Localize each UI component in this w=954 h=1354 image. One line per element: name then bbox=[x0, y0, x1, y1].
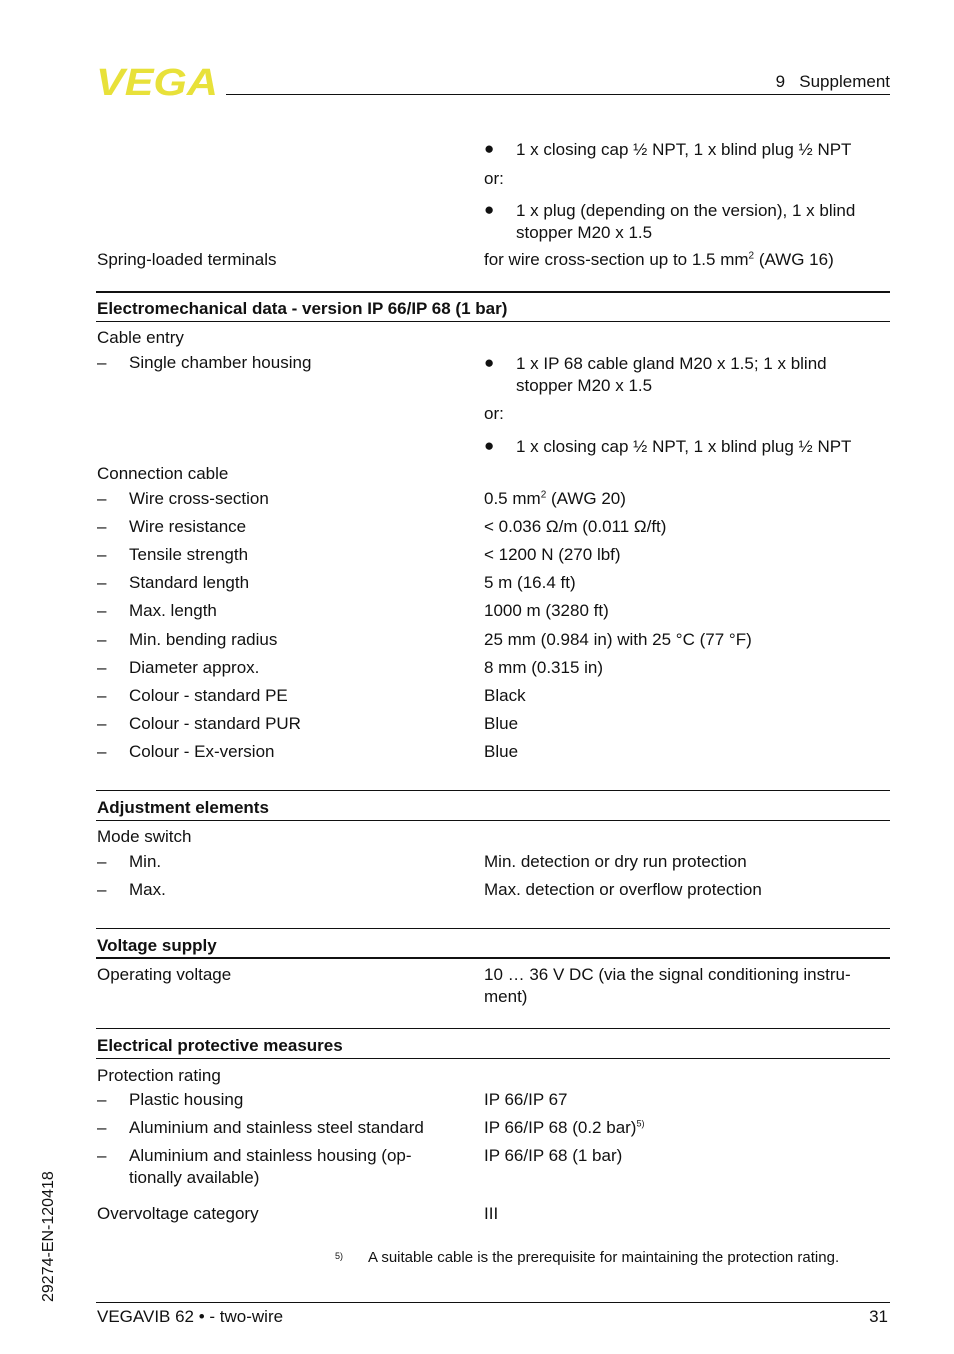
spec-label: Min. bbox=[129, 852, 162, 871]
single-chamber-label: Single chamber housing bbox=[129, 353, 312, 372]
spec-value: Blue bbox=[484, 742, 519, 761]
bullet-icon: ● bbox=[484, 200, 495, 219]
footnote-mark: 5) bbox=[335, 1251, 344, 1261]
adjustment-heading: Adjustment elements bbox=[97, 798, 269, 817]
spec-value: IP 66/IP 68 (0.2 bar)$^{5)}$ bbox=[484, 1118, 645, 1137]
spec-value: Max. detection or overflow protection bbox=[484, 880, 762, 899]
spec-value: 0.5 $mm^2$ (AWG 20) bbox=[484, 489, 626, 508]
section-rule bbox=[96, 291, 890, 293]
footnote-ref: 5) bbox=[636, 1118, 645, 1129]
section-rule bbox=[96, 790, 890, 791]
electromech-heading: Electromechanical data - version IP 66/IP 68 (1 bar) bbox=[97, 299, 508, 318]
section-rule bbox=[96, 321, 890, 322]
bullet-icon: ● bbox=[484, 353, 495, 372]
dash-icon: – bbox=[97, 353, 107, 372]
overvoltage-value: III bbox=[484, 1204, 499, 1223]
section-rule bbox=[96, 820, 890, 821]
document-code: 29274-EN-120418 bbox=[40, 1171, 57, 1302]
dash-icon: – bbox=[97, 852, 107, 871]
section-rule bbox=[96, 928, 890, 929]
spec-label: Max. bbox=[129, 880, 166, 899]
dash-icon: – bbox=[97, 630, 107, 649]
spec-label: Tensile strength bbox=[129, 545, 249, 564]
spring-terminals-label: Spring-loaded terminals bbox=[97, 250, 277, 269]
dash-icon: – bbox=[97, 573, 107, 592]
footnote-text: A suitable cable is the prerequisite for maintaining the protection rating. bbox=[368, 1249, 840, 1266]
bullet-text-line2: stopper M20 x 1.5 bbox=[516, 223, 653, 242]
section-rule bbox=[96, 1028, 890, 1029]
spec-label-line1: Aluminium and stainless housing (op- bbox=[129, 1146, 412, 1165]
bullet-text: 1 x closing cap ½ NPT, 1 x blind plug ½ NPT bbox=[516, 437, 852, 456]
spec-value: < 1200 N (270 lbf) bbox=[484, 545, 621, 564]
bullet-text-line1: 1 x IP 68 cable gland M20 x 1.5; 1 x blind bbox=[516, 354, 827, 373]
spec-label: Diameter approx. bbox=[129, 658, 260, 677]
footer-product: VEGAVIB 62 • - two-wire bbox=[97, 1307, 284, 1326]
bullet-icon: ● bbox=[484, 139, 495, 158]
spec-label: Plastic housing bbox=[129, 1090, 244, 1109]
connection-cable-label: Connection cable bbox=[97, 464, 229, 483]
spec-label: Aluminium and stainless steel standard bbox=[129, 1118, 424, 1137]
cable-entry-label: Cable entry bbox=[97, 328, 184, 347]
operating-voltage-label: Operating voltage bbox=[97, 965, 232, 984]
bullet-text-line2: stopper M20 x 1.5 bbox=[516, 376, 653, 395]
spec-label-line2: tionally available) bbox=[129, 1168, 260, 1187]
spec-label: Wire cross-section bbox=[129, 489, 269, 508]
dash-icon: – bbox=[97, 658, 107, 677]
dash-icon: – bbox=[97, 601, 107, 620]
section-rule bbox=[96, 1058, 890, 1059]
spec-value: IP 66/IP 67 bbox=[484, 1090, 568, 1109]
mode-switch-label: Mode switch bbox=[97, 827, 192, 846]
spec-label: Min. bending radius bbox=[129, 630, 278, 649]
section-title: 9 Supplement bbox=[775, 72, 890, 91]
footer-rule bbox=[96, 1302, 890, 1303]
spec-label: Colour - standard PUR bbox=[129, 714, 301, 733]
spec-value: < 0.036 Ω/m (0.011 Ω/ft) bbox=[484, 517, 667, 536]
protection-rating-label: Protection rating bbox=[97, 1066, 221, 1085]
spec-value: IP 66/IP 68 (1 bar) bbox=[484, 1146, 623, 1165]
dash-icon: – bbox=[97, 880, 107, 899]
spec-value: 1000 m (3280 ft) bbox=[484, 601, 609, 620]
dash-icon: – bbox=[97, 489, 107, 508]
spec-value: Blue bbox=[484, 714, 519, 733]
spec-label: Standard length bbox=[129, 573, 250, 592]
spec-value: 8 mm (0.315 in) bbox=[484, 658, 604, 677]
dash-icon: – bbox=[97, 714, 107, 733]
dash-icon: – bbox=[97, 1146, 107, 1165]
spec-label: Colour - standard PE bbox=[129, 686, 288, 705]
voltage-heading: Voltage supply bbox=[97, 936, 217, 955]
or-text: or: bbox=[484, 169, 504, 188]
bullet-icon: ● bbox=[484, 436, 495, 455]
section-rule bbox=[96, 957, 890, 959]
dash-icon: – bbox=[97, 1090, 107, 1109]
spec-value: 25 mm (0.984 in) with 25 °C (77 °F) bbox=[484, 630, 752, 649]
operating-voltage-value-line1: 10 … 36 V DC (via the signal conditioning instru- bbox=[484, 965, 851, 984]
dash-icon: – bbox=[97, 686, 107, 705]
bullet-text: 1 x closing cap ½ NPT, 1 x blind plug ½ NPT bbox=[516, 140, 852, 159]
spec-value: Min. detection or dry run protection bbox=[484, 852, 747, 871]
protective-heading: Electrical protective measures bbox=[97, 1036, 343, 1055]
spec-label: Max. length bbox=[129, 601, 217, 620]
page-number: 31 bbox=[869, 1307, 888, 1326]
dash-icon: – bbox=[97, 742, 107, 761]
or-text: or: bbox=[484, 404, 504, 423]
vega-logo bbox=[96, 64, 220, 98]
spec-label: Wire resistance bbox=[129, 517, 247, 536]
operating-voltage-value-line2: ment) bbox=[484, 987, 528, 1006]
overvoltage-label: Overvoltage category bbox=[97, 1204, 259, 1223]
bullet-text-line1: 1 x plug (depending on the version), 1 x blind bbox=[516, 201, 856, 220]
dash-icon: – bbox=[97, 1118, 107, 1137]
spec-value: Black bbox=[484, 686, 526, 705]
dash-icon: – bbox=[97, 545, 107, 564]
header-rule bbox=[226, 94, 890, 95]
spring-terminals-value: for wire cross-section up to 1.5 $mm^2$ (AWG 16) bbox=[484, 250, 834, 269]
vega-logo-text: VEGA bbox=[96, 64, 218, 98]
spec-value: 5 m (16.4 ft) bbox=[484, 573, 576, 592]
dash-icon: – bbox=[97, 517, 107, 536]
spec-label: Colour - Ex-version bbox=[129, 742, 275, 761]
